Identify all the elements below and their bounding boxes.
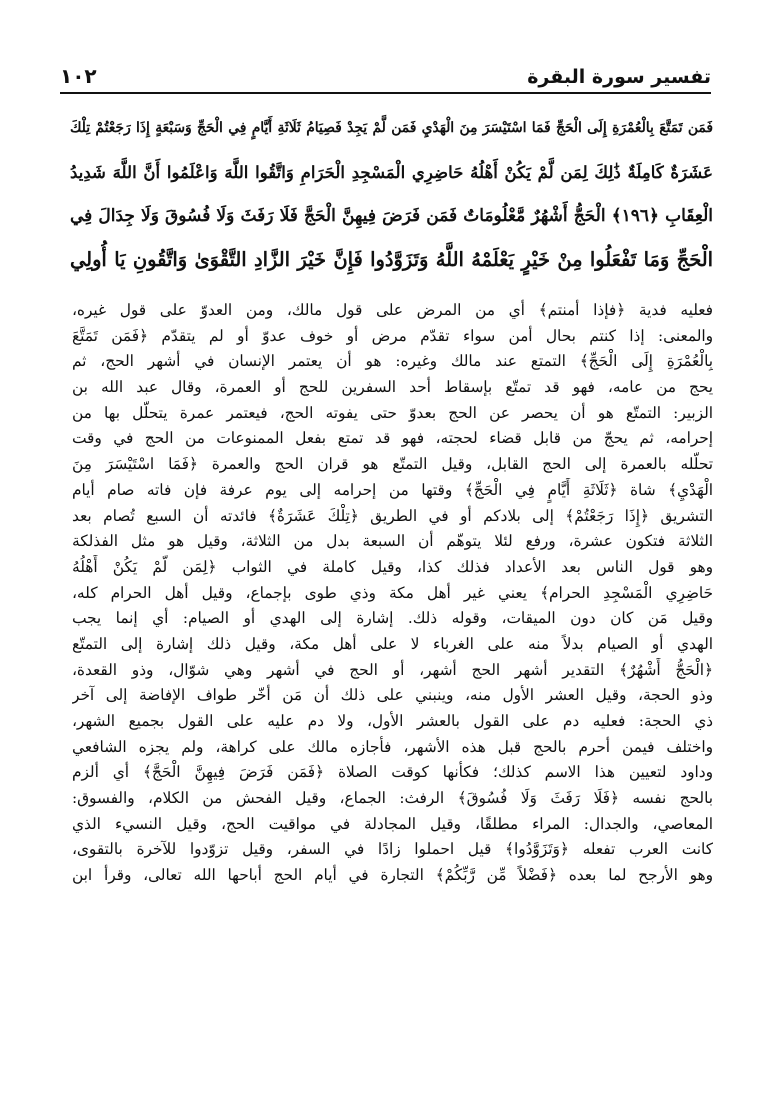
commentary-line: الْهَدْيِ﴾ شاة ﴿ثَلَاثَةِ أَيَّامٍ فِي الْحَجِّ﴾ وقتها من إحرامه إلى يوم عرفة فإن فاته صام أيام bbox=[72, 480, 713, 499]
commentary-line: الثلاثة فتكون عشرة، ورفع لئلا يتوهّم أن السبعة بدل من الثلاثة، وقيل هو مثل الفذلكة bbox=[72, 532, 713, 551]
commentary-line: وقيل مَن كان دون الميقات، وقوله ذلك. إشارة إلى الهدي أو الصيام: أي إنما يجب bbox=[72, 609, 713, 628]
commentary-line: يحج من عامه، فهو قد تمتّع بإسقاط أحد السفرين للحج أو العمرة، وقال عبد الله بن bbox=[72, 378, 713, 397]
commentary-line: واختلف فيمن أحرم بالحج قبل هذه الأشهر، فأجازه مالك على كراهة، ولم يجزه الشافعي bbox=[72, 737, 713, 756]
running-title: تفسير سورة البقرة bbox=[527, 66, 711, 88]
page-number: ١٠٢ bbox=[60, 64, 97, 88]
commentary-line: تحلّله بالعمرة إلى الحج القابل، وقيل التمتّع هو قران الحج والعمرة ﴿فَمَا اسْتَيْسَرَ مِنَ bbox=[72, 455, 713, 474]
commentary-line: كانت العرب تفعله ﴿وَتَزَوَّدُوا﴾ قيل احملوا زادًا في السفر، وقيل تزوّدوا للآخرة بالتقوى، bbox=[72, 840, 713, 859]
commentary-line: المعاصي، والجدال: المراء مطلقًا، وقيل المجادلة في مواقيت الحج، وقيل النسيء الذي bbox=[72, 814, 713, 833]
commentary-block bbox=[72, 298, 713, 889]
commentary-line: بِالْعُمْرَةِ إِلَى الْحَجِّ﴾ التمتع عند مالك وغيره: هو أن يعتمر الإنسان في أشهر الحج، ثم bbox=[72, 352, 713, 371]
commentary-line: ﴿الْحَجُّ أَشْهُرٌ﴾ التقدير أشهر الحج أشهر، أو الحج في أشهر وهي شوّال، وذو القعدة، bbox=[72, 660, 713, 679]
commentary-line: التشريق ﴿إِذَا رَجَعْتُمْ﴾ إلى بلادكم أو في الطريق ﴿تِلْكَ عَشَرَةٌ﴾ فائدته أن السبع تُصام بعد bbox=[72, 506, 713, 525]
commentary-line: وذو الحجة، وقيل العشر الأول منه، وينبني على ذلك أن مَن أخّر طواف الإفاضة إلى آخر bbox=[72, 686, 713, 705]
commentary-line: وداود لتعيين هذا الاسم كذلك؛ فكأنها كوقت الصلاة ﴿فَمَن فَرَضَ فِيهِنَّ الْحَجَّ﴾ أي ألزم bbox=[72, 763, 713, 782]
quran-line: الْعِقَابِ ﴿١٩٦﴾ الْحَجُّ أَشْهُرٌ مَّعْلُومَاتٌ فَمَن فَرَضَ فِيهِنَّ الْحَجَّ فَلَا رَفَثَ وَلَا فُسُوقَ وَلَا جِدَالَ فِي bbox=[70, 206, 713, 226]
commentary-line: إحرامه، ثم يحجّ من قابل قضاء لحجته، فهو قد تمتع بفعل الممنوعات من الحج في وقت bbox=[72, 429, 713, 448]
page-header bbox=[60, 54, 711, 94]
commentary-line: والمعنى: إذا كنتم بحال أمن سواء تقدّم مرض أو خوف عدوّ أو لم يتقدّم ﴿فَمَن تَمَتَّعَ bbox=[72, 326, 713, 345]
quran-line: عَشَرَةٌ كَامِلَةٌ ذَٰلِكَ لِمَن لَّمْ يَكُنْ أَهْلُهُ حَاضِرِي الْمَسْجِدِ الْحَرَامِ وَاتَّقُوا اللَّهَ وَاعْلَمُوا أَنَّ اللَّهَ شَدِيدُ bbox=[70, 162, 713, 182]
quran-line: الْحَجِّ وَمَا تَفْعَلُوا مِنْ خَيْرٍ يَعْلَمْهُ اللَّهُ وَتَزَوَّدُوا فَإِنَّ خَيْرَ الزَّادِ التَّقْوَىٰ وَاتَّقُونِ يَا أُولِي bbox=[70, 248, 713, 271]
quran-verse-block bbox=[70, 108, 713, 284]
commentary-line: بالحج نفسه ﴿فَلَا رَفَثَ وَلَا فُسُوقَ﴾ الرفث: الجماع، وقيل الفحش من الكلام، والفسوق: bbox=[72, 789, 713, 808]
commentary-line: حَاضِرِي الْمَسْجِدِ الحرام﴾ يعني غير أهل مكة وذي طوى بإجماع، وقيل أهل الحرام كله، bbox=[72, 583, 713, 602]
quran-line: فَمَن تَمَتَّعَ بِالْعُمْرَةِ إِلَى الْحَجِّ فَمَا اسْتَيْسَرَ مِنَ الْهَدْيِ فَمَن لَّمْ يَجِدْ فَصِيَامُ ثَلَاثَةِ أَيَّامٍ فِي الْحَجِّ وَسَبْعَةٍ إِذَا رَجَعْتُمْ تِلْكَ bbox=[70, 120, 713, 136]
commentary-line: الهدي أو الصيام بدلاً منه على الغرباء لا على أهل مكة، وقيل ذلك إشارة إلى التمتّع bbox=[72, 634, 713, 653]
commentary-line: وهو قول الناس بعد الأعداد فذلك كذا، وقيل كاملة في الثواب ﴿لِمَن لَّمْ يَكُنْ أَهْلُهُ bbox=[72, 557, 713, 576]
commentary-line: الزبير: التمتّع هو أن يحصر عن الحج بعدوّ حتى يفوته الحج، فيعتمر عمرة يتحلّل بها من bbox=[72, 403, 713, 422]
commentary-line: فعليه فدية ﴿فإذا أمنتم﴾ أي من المرض على قول مالك، ومن العدوّ على قول غيره، bbox=[72, 301, 713, 319]
commentary-line: وهو الأرجح لما بعده ﴿فَضْلاً مِّن رَّبِّكُمْ﴾ التجارة في أيام الحج أباحها الله تعالى، وقرأ ابن bbox=[72, 866, 713, 885]
commentary-line: ذي الحجة: فعليه دم على القول بالعشر الأول، ولا دم عليه على القول بجميع الشهر، bbox=[72, 712, 713, 730]
